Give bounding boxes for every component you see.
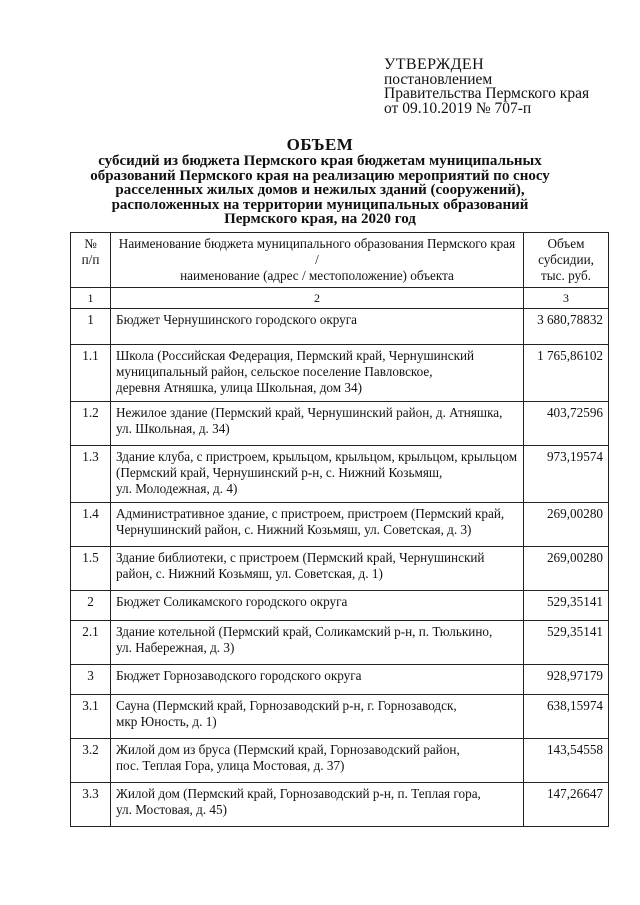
subtitle-line: расселенных жилых домов и нежилых зданий (сооружений), — [115, 182, 525, 198]
approval-line: постановлением — [384, 70, 493, 88]
row-object-name — [111, 783, 524, 827]
object-name-line: Бюджет Чернушинского городского округа — [116, 312, 358, 327]
approval-line: Правительства Пермского края — [384, 85, 590, 102]
table-row — [71, 739, 609, 783]
object-name-line: пос. Теплая Гора, улица Мостовая, д. 37) — [116, 758, 345, 773]
object-name-line: деревня Атняшка, улица Школьная, дом 34) — [116, 380, 362, 395]
header-num — [71, 233, 111, 288]
row-object-name — [111, 739, 524, 783]
object-name-line: Здание клуба, с пристроем, крыльцом, крыльцом, крыльцом, крыльцом — [116, 449, 518, 464]
object-name-line: Здание котельной (Пермский край, Соликамский р-н, п. Тюлькино, — [116, 624, 493, 639]
row-number: 3.3 — [71, 783, 111, 827]
subtitle-line: субсидий из бюджета Пермского края бюджетам муниципальных — [98, 153, 542, 169]
row-subsidy-value: 143,54558 — [524, 739, 609, 783]
table-row — [71, 547, 609, 591]
object-name-line: мкр Юность, д. 1) — [116, 714, 217, 729]
approval-block — [384, 58, 589, 116]
index-cell: 1 — [71, 288, 111, 309]
row-subsidy-value: 973,19574 — [524, 446, 609, 503]
header-name — [111, 233, 524, 288]
subsidy-table — [70, 232, 609, 827]
object-name-line: Жилой дом (Пермский край, Горнозаводский р-н, п. Теплая гора, — [116, 786, 481, 801]
object-name-line: Нежилое здание (Пермский край, Чернушинский район, д. Атняшка, — [116, 405, 503, 420]
table-row — [71, 591, 609, 621]
row-subsidy-value: 529,35141 — [524, 591, 609, 621]
table-row — [71, 345, 609, 402]
row-subsidy-value: 638,15974 — [524, 695, 609, 739]
table-row — [71, 665, 609, 695]
document-subtitle — [80, 154, 560, 227]
object-name-line: муниципальный район, сельское поселение Павловское, — [116, 364, 433, 379]
object-name-line: Чернушинский район, с. Нижний Козьмяш, ул. Советская, д. 3) — [116, 522, 472, 537]
header-value-line: Объем — [547, 236, 585, 251]
subtitle-line: образований Пермского края на реализацию мероприятий по сносу — [90, 167, 550, 184]
row-object-name — [111, 503, 524, 547]
header-name-line: наименование (адрес / местоположение) объекта — [180, 268, 454, 283]
row-object-name — [111, 309, 524, 345]
header-name-line: Наименование бюджета муниципального образования Пермского края / — [118, 236, 516, 267]
row-object-name — [111, 695, 524, 739]
row-object-name — [111, 665, 524, 695]
object-name-line: ул. Мостовая, д. 45) — [116, 802, 227, 817]
table-row — [71, 503, 609, 547]
table-row — [71, 446, 609, 503]
row-number: 1.5 — [71, 547, 111, 591]
row-number: 3.1 — [71, 695, 111, 739]
table-row — [71, 402, 609, 446]
object-name-line: Бюджет Соликамского городского округа — [116, 594, 348, 609]
table-row — [71, 783, 609, 827]
subtitle-line: расположенных на территории муниципальных образований — [111, 196, 529, 213]
row-number: 3.2 — [71, 739, 111, 783]
row-number: 1.3 — [71, 446, 111, 503]
header-num-line: № — [84, 236, 97, 251]
object-name-line: Школа (Российская Федерация, Пермский край, Чернушинский — [116, 348, 475, 363]
object-name-line: Здание библиотеки, с пристроем (Пермский край, Чернушинский — [116, 550, 485, 565]
row-number: 1 — [71, 309, 111, 345]
row-object-name — [111, 345, 524, 402]
header-value — [524, 233, 609, 288]
table-row — [71, 309, 609, 345]
row-number: 2.1 — [71, 621, 111, 665]
approval-heading: УТВЕРЖДЕН — [384, 56, 485, 73]
row-subsidy-value: 928,97179 — [524, 665, 609, 695]
object-name-line: Бюджет Горнозаводского городского округа — [116, 668, 362, 683]
table-row — [71, 695, 609, 739]
row-number: 2 — [71, 591, 111, 621]
row-subsidy-value: 403,72596 — [524, 402, 609, 446]
row-subsidy-value: 269,00280 — [524, 503, 609, 547]
table-header-row — [71, 233, 609, 288]
object-name-line: ул. Школьная, д. 34) — [116, 421, 230, 436]
index-cell: 3 — [524, 288, 609, 309]
object-name-line: Административное здание, с пристроем, пристроем (Пермский край, — [116, 506, 505, 521]
row-number: 1.1 — [71, 345, 111, 402]
object-name-line: ул. Набережная, д. 3) — [116, 640, 235, 655]
row-object-name — [111, 591, 524, 621]
object-name-line: ул. Молодежная, д. 4) — [116, 481, 238, 496]
header-value-line: тыс. руб. — [541, 268, 591, 283]
index-cell: 2 — [111, 288, 524, 309]
object-name-line: Жилой дом из бруса (Пермский край, Горнозаводский район, — [116, 742, 460, 757]
row-object-name — [111, 402, 524, 446]
row-number: 1.4 — [71, 503, 111, 547]
object-name-line: (Пермский край, Чернушинский р-н, с. Нижний Козьмяш, — [116, 465, 443, 480]
row-object-name — [111, 621, 524, 665]
document-title: ОБЪЕМ — [286, 135, 354, 154]
header-value-line: субсидии, — [538, 252, 594, 267]
row-number: 1.2 — [71, 402, 111, 446]
approval-date: от 09.10.2019 № 707-п — [384, 99, 532, 117]
row-subsidy-value: 269,00280 — [524, 547, 609, 591]
table-index-row — [71, 288, 609, 309]
object-name-line: Сауна (Пермский край, Горнозаводский р-н, г. Горнозаводск, — [116, 698, 457, 713]
row-subsidy-value: 3 680,78832 — [524, 309, 609, 345]
header-num-line: п/п — [81, 252, 100, 267]
subtitle-line: Пермского края, на 2020 год — [224, 211, 416, 227]
row-object-name — [111, 446, 524, 503]
row-object-name — [111, 547, 524, 591]
row-subsidy-value: 147,26647 — [524, 783, 609, 827]
row-number: 3 — [71, 665, 111, 695]
row-subsidy-value: 529,35141 — [524, 621, 609, 665]
row-subsidy-value: 1 765,86102 — [524, 345, 609, 402]
object-name-line: район, с. Нижний Козьмяш, ул. Советская, д. 1) — [116, 566, 383, 581]
table-row — [71, 621, 609, 665]
